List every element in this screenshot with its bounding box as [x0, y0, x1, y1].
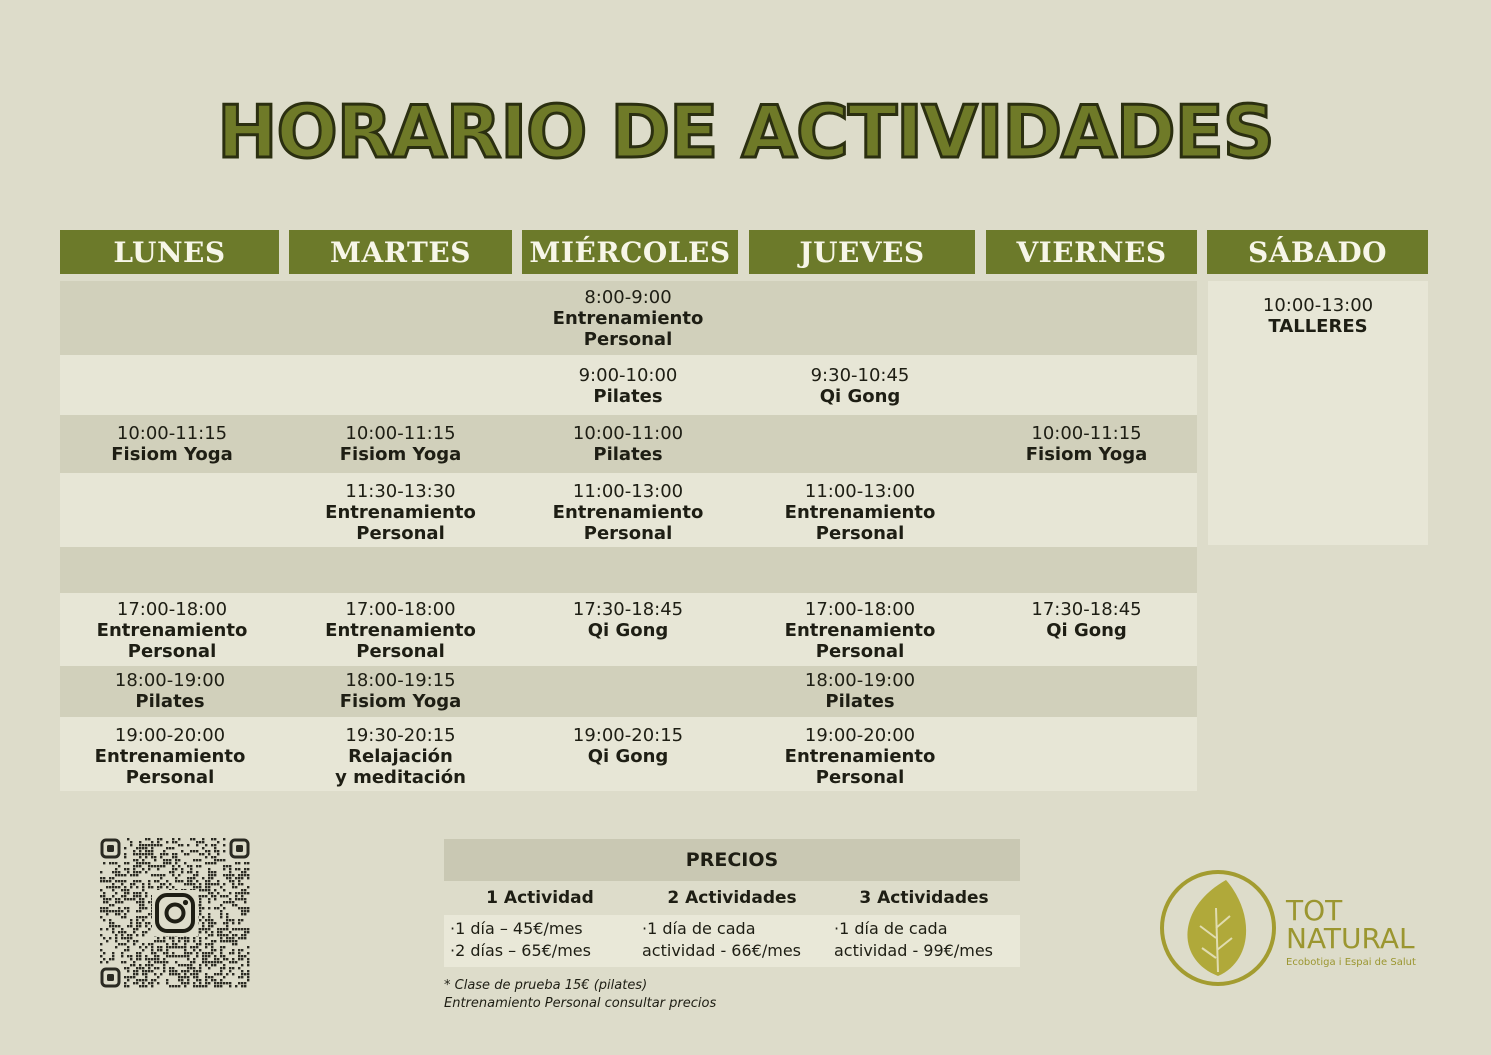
class-time: 10:00-11:15	[1031, 423, 1142, 444]
class-time: 10:00-11:15	[116, 423, 228, 444]
class-time: 8:00-9:00	[584, 287, 672, 308]
class-entry	[60, 670, 280, 712]
class-entry	[517, 365, 739, 407]
brand-tagline: Ecobotiga i Espai de Salut	[1286, 957, 1416, 968]
price-line: ·2 días – 65€/mes	[450, 941, 591, 960]
prices-header: PRECIOS	[444, 839, 1020, 881]
class-activity: Personal	[125, 767, 215, 788]
class-entry	[288, 725, 513, 788]
price-cell-2	[636, 915, 828, 967]
class-activity: Pilates	[593, 386, 663, 407]
class-activity: Personal	[583, 329, 673, 350]
class-activity: Qi Gong	[587, 746, 669, 767]
class-time: 19:00-20:00	[114, 725, 226, 746]
class-time: 11:00-13:00	[804, 481, 916, 502]
class-activity: Personal	[815, 641, 905, 662]
class-activity: Pilates	[135, 691, 205, 712]
class-entry	[60, 599, 284, 662]
class-entry	[980, 423, 1193, 465]
class-activity: Entrenamiento	[96, 620, 248, 641]
header-sabado: SÁBADO	[1207, 230, 1428, 274]
class-activity: Personal	[127, 641, 217, 662]
class-activity: Fisiom Yoga	[1025, 444, 1148, 465]
price-cell-3	[828, 915, 1020, 967]
class-activity: Fisiom Yoga	[339, 691, 462, 712]
class-entry	[288, 599, 513, 662]
class-entry	[517, 481, 739, 544]
class-activity: Pilates	[825, 691, 895, 712]
page-title: HORARIO DE ACTIVIDADES	[217, 90, 1274, 174]
class-activity: Personal	[815, 767, 905, 788]
class-time: 17:30-18:45	[1031, 599, 1142, 620]
class-entry	[517, 725, 739, 767]
class-time: 9:00-10:00	[578, 365, 678, 386]
price-line: ·1 día de cada	[834, 919, 948, 938]
schedule-row-5	[60, 547, 1197, 593]
class-entry	[60, 423, 284, 465]
class-time: 9:30-10:45	[810, 365, 910, 386]
class-activity: Qi Gong	[819, 386, 901, 407]
qr-code[interactable]	[100, 838, 250, 988]
class-entry	[745, 481, 975, 544]
price-notes	[444, 977, 716, 1013]
class-entry	[980, 599, 1193, 641]
class-activity: Qi Gong	[587, 620, 669, 641]
header-miercoles: MIÉRCOLES	[522, 230, 738, 274]
class-entry	[288, 481, 513, 544]
class-activity: Entrenamiento	[784, 746, 936, 767]
prices-body	[444, 915, 1020, 967]
price-line: ·1 día de cada	[642, 919, 756, 938]
class-entry	[1208, 295, 1428, 337]
class-activity: Entrenamiento	[94, 746, 246, 767]
leaf-logo-icon	[1158, 868, 1278, 988]
class-time: 10:00-11:15	[345, 423, 456, 444]
class-entry	[745, 725, 975, 788]
personal-training-note: Entrenamiento Personal consultar precios	[444, 996, 717, 1011]
class-activity: Personal	[356, 523, 445, 544]
brand-logo	[1158, 868, 1428, 988]
class-activity: Personal	[356, 641, 445, 662]
class-activity: Fisiom Yoga	[339, 444, 462, 465]
class-activity: Entrenamiento	[552, 308, 704, 329]
class-time: 17:00-18:00	[804, 599, 916, 620]
class-time: 10:00-13:00	[1262, 295, 1374, 316]
header-lunes: LUNES	[60, 230, 279, 274]
header-martes: MARTES	[289, 230, 512, 274]
brand-name-line2: NATURAL	[1286, 922, 1415, 955]
class-time: 17:30-18:45	[572, 599, 684, 620]
class-activity: Entrenamiento	[784, 620, 936, 641]
class-activity: Entrenamiento	[784, 502, 936, 523]
class-time: 18:00-19:00	[804, 670, 916, 691]
class-time: 18:00-19:00	[114, 670, 226, 691]
price-line: actividad - 99€/mes	[834, 941, 993, 960]
class-time: 10:00-11:00	[572, 423, 684, 444]
class-entry	[745, 670, 975, 712]
saturday-block	[1208, 281, 1428, 545]
price-cell-1	[444, 915, 636, 967]
class-entry	[517, 423, 739, 465]
price-col-3: 3 Actividades	[859, 888, 989, 908]
class-entry	[745, 365, 975, 407]
class-activity: Entrenamiento	[325, 502, 476, 523]
class-activity: y meditación	[335, 767, 466, 788]
class-time: 19:00-20:15	[572, 725, 684, 746]
prices-columns	[444, 881, 1020, 915]
class-entry	[288, 670, 513, 712]
price-line: ·1 día – 45€/mes	[450, 919, 583, 938]
class-activity: Qi Gong	[1046, 620, 1127, 641]
header-viernes: VIERNES	[986, 230, 1197, 274]
class-time: 19:30-20:15	[345, 725, 456, 746]
class-time: 18:00-19:15	[345, 670, 456, 691]
class-time: 17:00-18:00	[116, 599, 228, 620]
class-activity: Pilates	[593, 444, 663, 465]
prices-table	[444, 839, 1020, 967]
price-col-1: 1 Actividad	[486, 888, 594, 908]
class-entry	[745, 599, 975, 662]
trial-note: * Clase de prueba 15€ (pilates)	[444, 978, 648, 993]
class-time: 19:00-20:00	[804, 725, 916, 746]
class-activity: Fisiom Yoga	[111, 444, 233, 465]
class-activity: Personal	[815, 523, 905, 544]
brand-name-line1: TOT	[1286, 894, 1343, 927]
class-activity: Relajación	[348, 746, 453, 767]
class-activity: Entrenamiento	[552, 502, 704, 523]
class-activity: Personal	[583, 523, 673, 544]
class-time: 17:00-18:00	[345, 599, 456, 620]
class-entry	[60, 725, 280, 788]
class-time: 11:30-13:30	[345, 481, 456, 502]
class-activity: TALLERES	[1268, 316, 1368, 337]
class-entry	[517, 599, 739, 641]
class-entry	[288, 423, 513, 465]
price-col-2: 2 Actividades	[667, 888, 797, 908]
class-activity: Entrenamiento	[325, 620, 476, 641]
price-line: actividad - 66€/mes	[642, 941, 801, 960]
header-jueves: JUEVES	[749, 230, 975, 274]
class-time: 11:00-13:00	[572, 481, 684, 502]
class-entry	[517, 287, 739, 350]
